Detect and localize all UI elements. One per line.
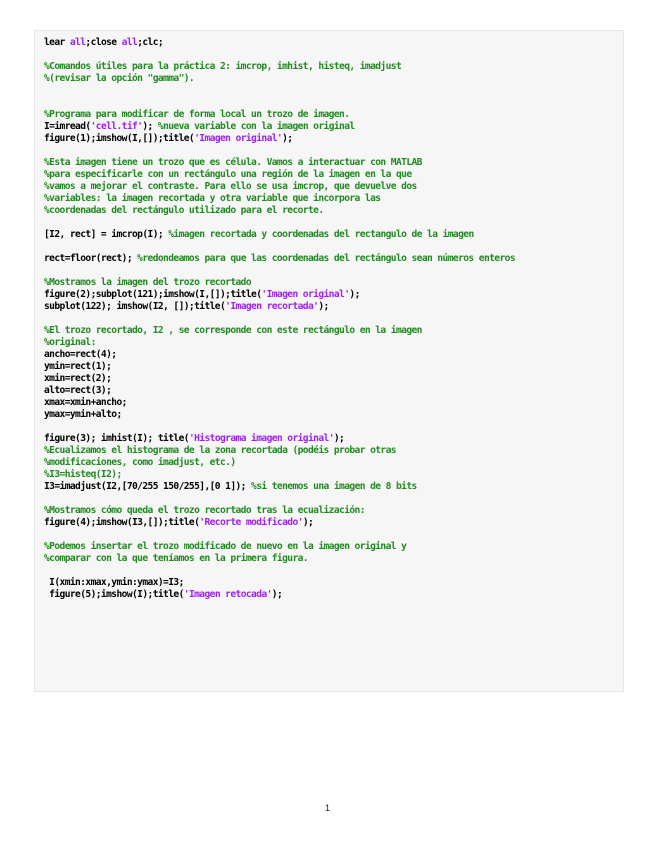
code-line xyxy=(44,553,308,565)
code-line xyxy=(44,289,360,301)
code-comment: %I3=histeq(I2); xyxy=(44,469,122,480)
code-string: 'Imagen recortada' xyxy=(225,301,319,312)
code-line xyxy=(44,577,184,589)
code-text: ); xyxy=(271,589,283,600)
code-comment: %imagen recortada y coordenadas del rectangulo de la imagen xyxy=(168,229,474,240)
code-line xyxy=(44,37,163,49)
code-text: figure(5);imshow(I);title( xyxy=(44,589,184,600)
code-line xyxy=(44,397,127,409)
code-comment: %Podemos insertar el trozo modificado de nuevo en la imagen original y xyxy=(44,541,407,552)
code-text: ); xyxy=(302,517,314,528)
code-text: ancho=rect(4); xyxy=(44,349,117,360)
code-text: ); xyxy=(349,289,360,300)
code-comment: %original: xyxy=(44,337,96,348)
code-comment: %para especificarle con un rectángulo una región de la imagen en la que xyxy=(44,169,412,180)
code-line xyxy=(44,481,417,493)
code-line xyxy=(44,517,313,529)
code-text: ;close xyxy=(85,37,122,48)
code-string: 'Histograma imagen original' xyxy=(188,433,334,444)
code-text: figure(2);subplot(121);imshow(I,[]);title( xyxy=(44,289,262,300)
code-comment: %variables: la imagen recortada y otra variable que incorpora las xyxy=(44,193,381,204)
code-line xyxy=(44,385,111,397)
code-comment: %coordenadas del rectángulo utilizado para el recorte. xyxy=(44,205,324,216)
code-line xyxy=(44,229,474,241)
code-line xyxy=(44,121,355,133)
code-string: 'Imagen original' xyxy=(194,133,283,144)
code-line xyxy=(44,325,422,337)
code-comment: %Mostramos cómo queda el trozo recortado tras la ecualización: xyxy=(44,505,365,516)
code-line xyxy=(44,133,292,145)
code-comment: %redondeamos para que las coordenadas del rectángulo sean números enteros xyxy=(137,253,516,264)
code-text: I3=imadjust(I2,[70/255 150/255],[0 1]); xyxy=(44,481,252,492)
code-comment: %(revisar la opción "gamma"). xyxy=(44,73,195,84)
code-comment: %comparar con la que teníamos en la primera figura. xyxy=(44,553,308,564)
code-string: all xyxy=(121,37,138,48)
code-line xyxy=(44,109,349,121)
code-text: [I2, rect] = imcrop(I); xyxy=(44,229,169,240)
code-line xyxy=(44,361,111,373)
code-line xyxy=(44,349,116,361)
code-line xyxy=(44,445,396,457)
code-text: ); xyxy=(282,133,293,144)
code-line xyxy=(44,73,194,85)
code-text: ymin=rect(1); xyxy=(44,361,112,372)
code-line xyxy=(44,205,324,217)
code-string: 'Imagen original' xyxy=(261,289,350,300)
code-comment: %Programa para modificar de forma local un trozo de imagen. xyxy=(44,109,350,120)
code-text: I(xmin:xmax,ymin:ymax)=I3; xyxy=(44,577,184,588)
code-comment: %Comandos útiles para la práctica 2: imcrop, imhist, histeq, imadjust xyxy=(44,61,402,72)
code-comment: %modificaciones, como imadjust, etc.) xyxy=(44,457,236,468)
code-line xyxy=(44,253,515,265)
page-number: 1 xyxy=(324,803,330,813)
code-comment: %Esta imagen tiene un trozo que es célula. Vamos a interactuar con MATLAB xyxy=(44,157,422,168)
code-string: 'Recorte modificado' xyxy=(199,517,303,528)
code-text: rect=floor(rect); xyxy=(44,253,138,264)
code-line xyxy=(44,541,406,553)
code-comment: %Ecualizamos el histograma de la zona recortada (podéis probar otras xyxy=(44,445,396,456)
code-line xyxy=(44,61,401,73)
code-text: I=imread( xyxy=(44,121,91,132)
code-text: xmax=xmin+ancho; xyxy=(44,397,127,408)
code-text: ); xyxy=(318,301,329,312)
code-line xyxy=(44,469,122,481)
code-line xyxy=(44,589,282,601)
code-line xyxy=(44,409,122,421)
code-line xyxy=(44,505,365,517)
code-text: ymax=ymin+alto; xyxy=(44,409,122,420)
code-text: ;clc; xyxy=(137,37,164,48)
code-text: subplot(122); imshow(I2, []);title( xyxy=(44,301,226,312)
code-line xyxy=(44,181,417,193)
code-string: 'cell.tif' xyxy=(90,121,143,132)
code-comment: %nueva variable con la imagen original xyxy=(157,121,355,132)
code-text: figure(3); imhist(I); title( xyxy=(44,433,189,444)
code-line xyxy=(44,337,96,349)
code-comment: %El trozo recortado, I2 , se corresponde con este rectángulo en la imagen xyxy=(44,325,422,336)
code-string: all xyxy=(69,37,86,48)
code-comment: %si tenemos una imagen de 8 bits xyxy=(251,481,417,492)
code-comment: %Mostramos la imagen del trozo recortado xyxy=(44,277,252,288)
code-comment: %vamos a mejorar el contraste. Para ello se usa imcrop, que devuelve dos xyxy=(44,181,417,192)
code-line xyxy=(44,301,329,313)
code-text: alto=rect(3); xyxy=(44,385,112,396)
code-line xyxy=(44,373,111,385)
code-line xyxy=(44,157,422,169)
code-text: xmin=rect(2); xyxy=(44,373,112,384)
code-line xyxy=(44,457,236,469)
code-line xyxy=(44,193,380,205)
code-text: ); xyxy=(333,433,345,444)
code-text: figure(4);imshow(I3,[]);title( xyxy=(44,517,200,528)
code-text: ); xyxy=(142,121,158,132)
code-line xyxy=(44,169,412,181)
code-text: lear xyxy=(44,37,70,48)
code-string: 'Imagen retocada' xyxy=(183,589,272,600)
code-text: figure(1);imshow(I,[]);title( xyxy=(44,133,195,144)
code-line xyxy=(44,433,344,445)
code-line xyxy=(44,277,251,289)
